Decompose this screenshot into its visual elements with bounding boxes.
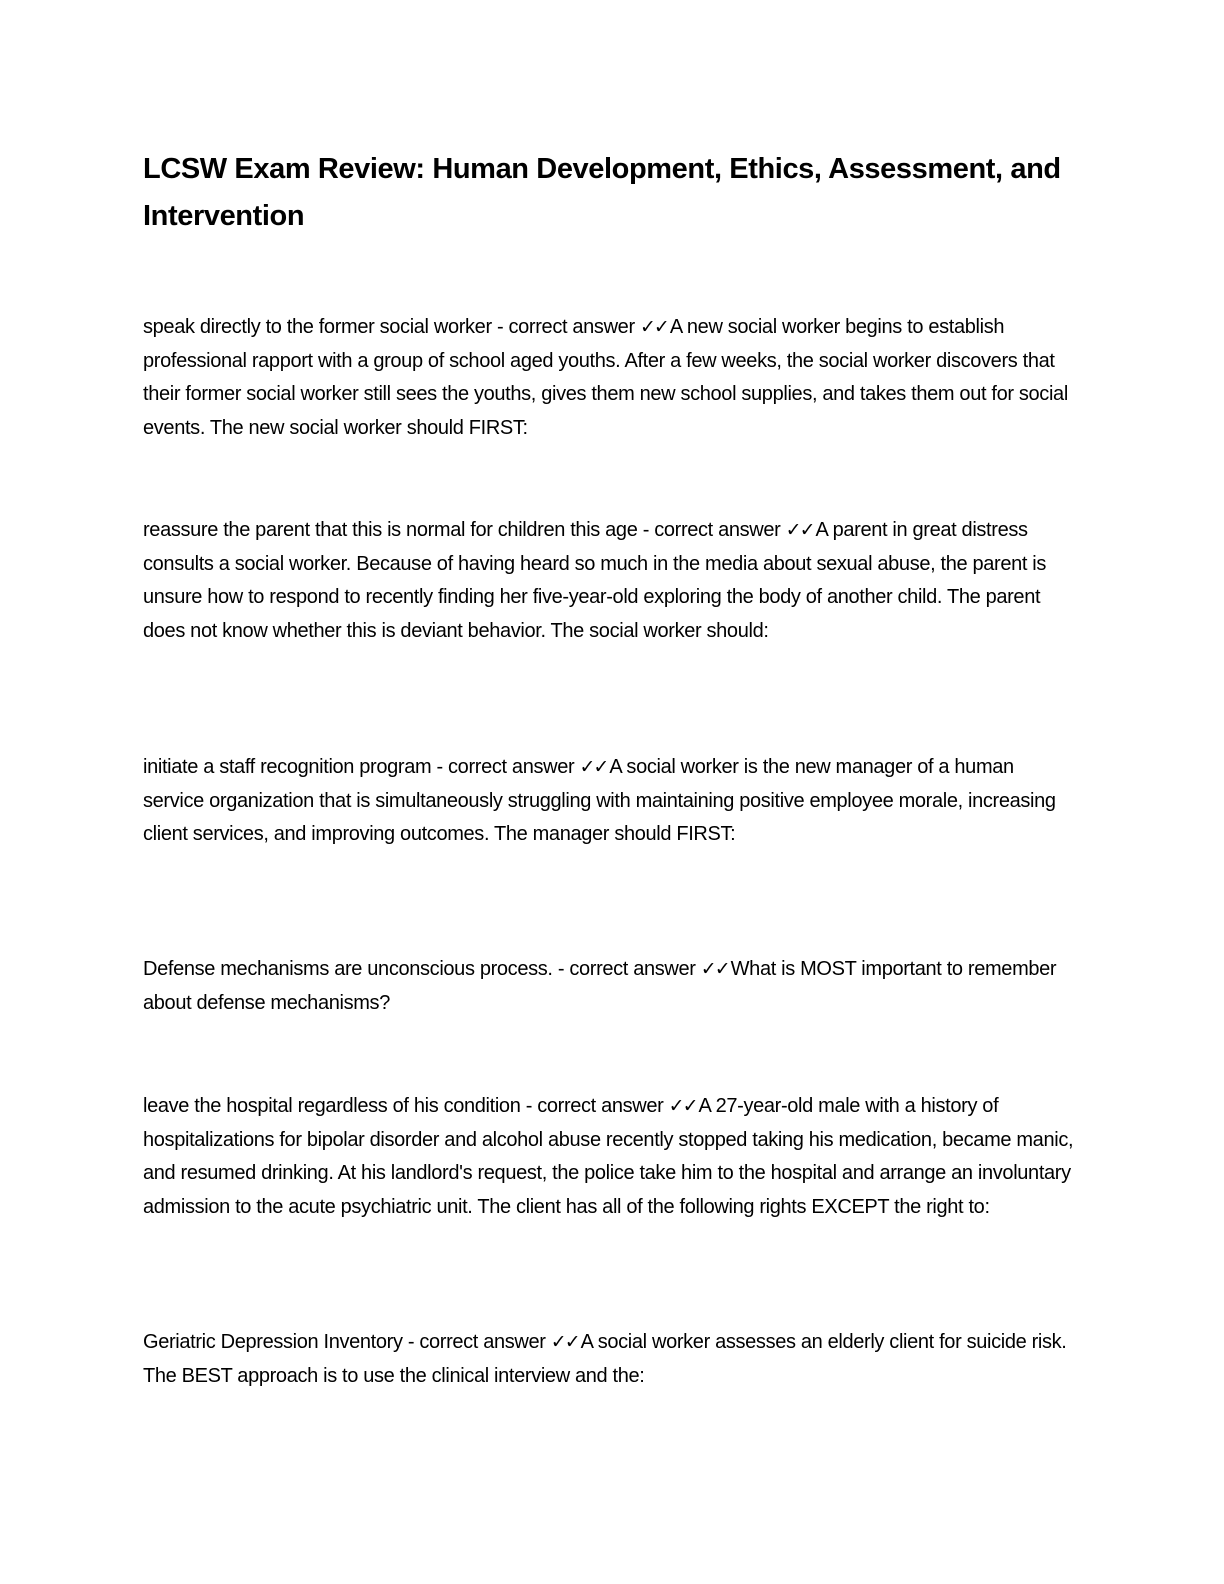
separator-text: - correct answer [431, 756, 580, 778]
qa-item [143, 311, 1078, 445]
separator-text: - correct answer [520, 1095, 669, 1117]
double-check-icon: ✓✓ [639, 316, 668, 338]
question-text: A social worker assesses an elderly client for suicide risk. The BEST approach is to use the clinical interview and the: [143, 1331, 1067, 1387]
double-check-icon: ✓✓ [700, 958, 729, 980]
qa-item [143, 751, 1078, 852]
answer-text: speak directly to the former social worker [143, 316, 492, 338]
question-text: A 27-year-old male with a history of hospitalizations for bipolar disorder and alcohol abuse recently stopped taking his medication, became manic, and resumed drinking. At his landlord's request, the police take him to the hospital and arrange an involuntary admission to the acute psychiatric unit. The client has all of the following rights EXCEPT the right to: [143, 1095, 1074, 1218]
answer-text: Defense mechanisms are unconscious process. [143, 958, 553, 980]
double-check-icon: ✓✓ [550, 1331, 579, 1353]
question-text: A parent in great distress consults a social worker. Because of having heard so much in the media about sexual abuse, the parent is unsure how to respond to recently finding her five-year-old exploring the body of another child. The parent does not know whether this is deviant behavior. The social worker should: [143, 519, 1047, 642]
document-title: LCSW Exam Review: Human Development, Ethics, Assessment, and Intervention [143, 153, 1061, 232]
question-text: What is MOST important to remember about defense mechanisms? [143, 958, 1057, 1014]
qa-item [143, 514, 1078, 648]
answer-text: reassure the parent that this is normal for children this age [143, 519, 638, 541]
question-text: A social worker is the new manager of a human service organization that is simultaneously struggling with maintaining positive employee morale, increasing client services, and improving outcomes. The manager should FIRST: [143, 756, 1056, 846]
double-check-icon: ✓✓ [579, 756, 608, 778]
answer-text: Geriatric Depression Inventory [143, 1331, 403, 1353]
separator-text: - correct answer [402, 1331, 551, 1353]
separator-text: - correct answer [491, 316, 640, 338]
separator-text: - correct answer [637, 519, 786, 541]
qa-item [143, 953, 1078, 1020]
separator-text: - correct answer [552, 958, 701, 980]
answer-text: leave the hospital regardless of his condition [143, 1095, 521, 1117]
double-check-icon: ✓✓ [785, 519, 814, 541]
qa-item [143, 1326, 1078, 1393]
double-check-icon: ✓✓ [668, 1095, 697, 1117]
answer-text: initiate a staff recognition program [143, 756, 432, 778]
qa-item [143, 1090, 1078, 1224]
question-text: A new social worker begins to establish professional rapport with a group of school aged youths. After a few weeks, the social worker discovers that their former social worker still sees the youths, gives them new school supplies, and takes them out for social events. The new social worker should FIRST: [143, 316, 1068, 439]
